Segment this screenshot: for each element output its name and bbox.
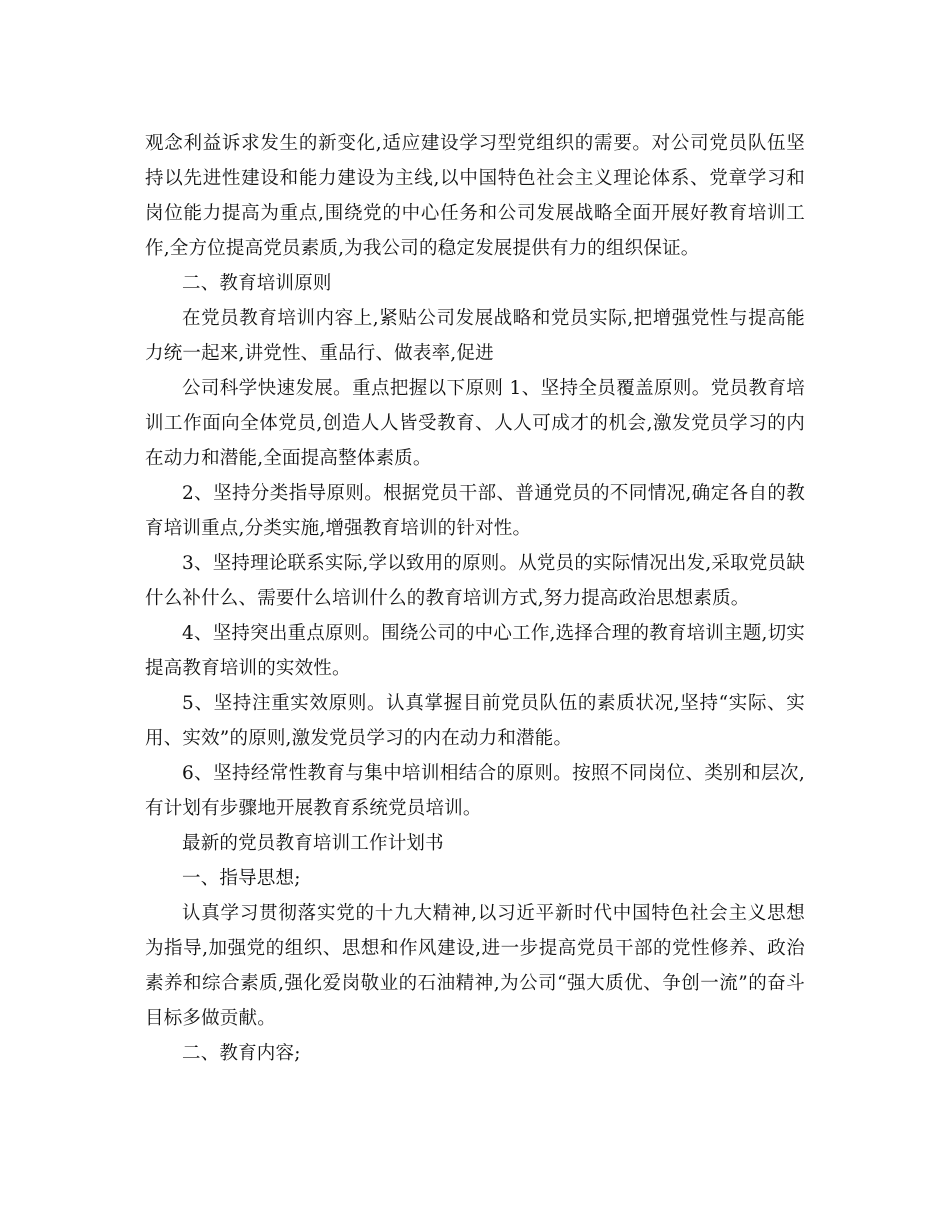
paragraph-intro-continuation: 观念利益诉求发生的新变化,适应建设学习型党组织的需要。对公司党员队伍坚持以先进性建设和能力建设为主线,以中国特色社会主义理论体系、党章学习和岗位能力提高为重点,围绕党的中心任务和公司发展战略全面开展好教育培训工作,全方位提高党员素质,为我公司的稳定发展提供有力的组织保证。	[145, 133, 805, 259]
paragraph-principle-6: 6、坚持经常性教育与集中培训相结合的原则。按照不同岗位、类别和层次,有计划有步骤地开展教育系统党员培训。	[145, 763, 805, 819]
paragraph-principle-1: 公司科学快速发展。重点把握以下原则 1、坚持全员覆盖原则。党员教育培训工作面向全体党员,创造人人皆受教育、人人可成才的机会,激发党员学习的内在动力和潜能,全面提高整体素质。	[145, 378, 805, 469]
paragraph-principle-3: 3、坚持理论联系实际,学以致用的原则。从党员的实际情况出发,采取党员缺什么补什么、需要什么培训什么的教育培训方式,努力提高政治思想素质。	[145, 553, 805, 609]
section-heading-training-principles: 二、教育培训原则	[182, 273, 332, 294]
document-subtitle: 最新的党员教育培训工作计划书	[182, 833, 444, 854]
paragraph-principle-5: 5、坚持注重实效原则。认真掌握目前党员队伍的素质状况,坚持“实际、实用、实效”的原则,激发党员学习的内在动力和潜能。	[145, 693, 805, 749]
paragraph-principle-2: 2、坚持分类指导原则。根据党员干部、普通党员的不同情况,确定各自的教育培训重点,分类实施,增强教育培训的针对性。	[145, 483, 805, 539]
paragraph-guiding-ideology: 认真学习贯彻落实党的十九大精神,以习近平新时代中国特色社会主义思想为指导,加强党的组织、思想和作风建设,进一步提高党员干部的党性修养、政治素养和综合素质,强化爱岗敬业的石油精神,为公司“强大质优、争创一流”的奋斗目标多做贡献。	[145, 903, 805, 1029]
section-heading-guiding-ideology: 一、指导思想;	[182, 868, 301, 889]
document-body	[145, 126, 805, 1071]
paragraph-principle-4: 4、坚持突出重点原则。围绕公司的中心工作,选择合理的教育培训主题,切实提高教育培训的实效性。	[145, 623, 805, 679]
section-heading-education-content: 二、教育内容;	[182, 1043, 301, 1064]
paragraph-training-content: 在党员教育培训内容上,紧贴公司发展战略和党员实际,把增强党性与提高能力统一起来,讲党性、重品行、做表率,促进	[145, 308, 805, 364]
